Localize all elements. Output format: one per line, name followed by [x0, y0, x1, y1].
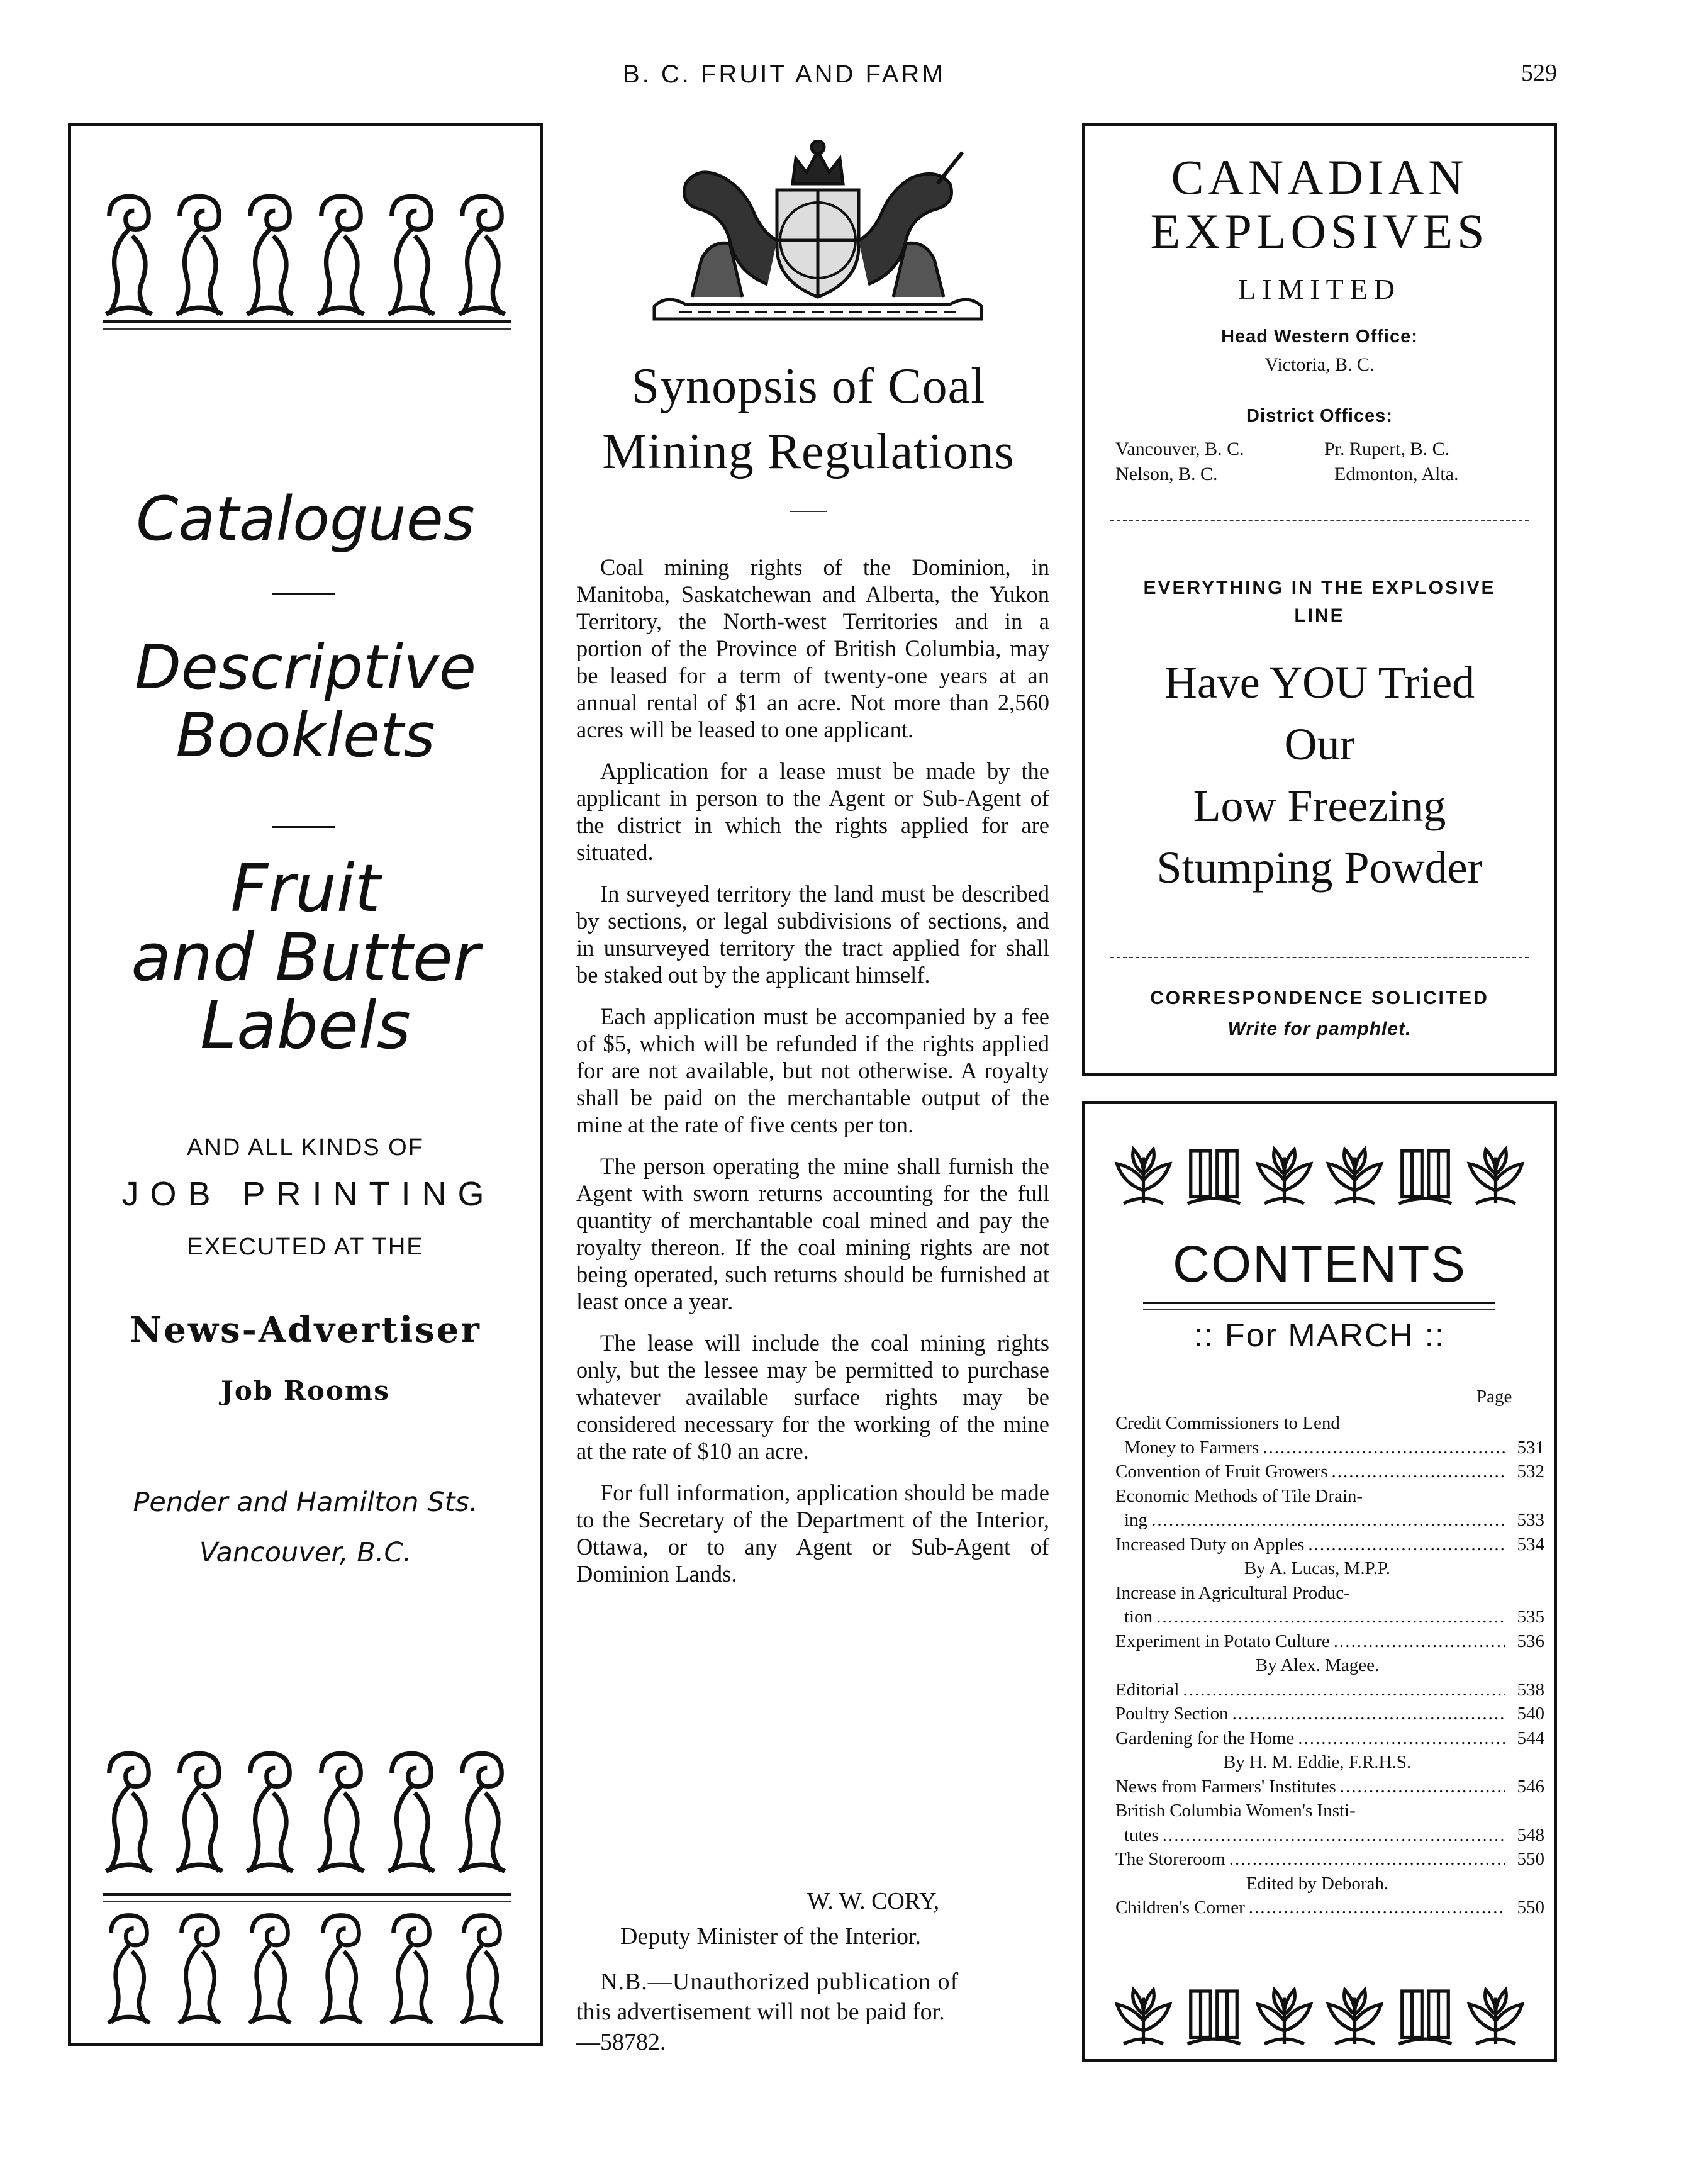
book-ornament-icon	[1181, 1980, 1247, 2055]
contents-entry	[1115, 1896, 1544, 1920]
contents-entry	[1115, 1678, 1544, 1702]
contents-entry-page: 548	[1517, 1824, 1544, 1845]
scroll-ornament-icon	[449, 1737, 515, 1888]
paragraph: Coal mining rights of the Dominion, in Manitoba, Saskatchewan and Alberta, the Yukon Territory, the North-west Territories and in a portion of the Province of British Columbia, may be leased for a term of twenty-one years at an annual rental of $1 an acre. Not more than 2,560 acres will be leased to one applicant.	[576, 554, 1049, 742]
contents-entry-page: 534	[1517, 1534, 1544, 1555]
nb-line-3: —58782.	[576, 2029, 666, 2055]
pamphlet-text: Write for pamphlet.	[1227, 1019, 1412, 1039]
nb-line-1: N.B.—Unauthorized publication of	[600, 1968, 959, 1995]
contents-title: CONTENTS	[1173, 1236, 1466, 1293]
contents-entry-title: tutes	[1124, 1824, 1159, 1845]
contents-entry-title: Gardening for the Home	[1115, 1728, 1295, 1748]
district-office: Nelson, B. C.	[1115, 464, 1218, 484]
contents-entry-title-line: British Columbia Women's Insti-	[1115, 1801, 1356, 1821]
scroll-ornament-icon	[449, 1909, 515, 2029]
scroll-ornament-icon	[379, 1737, 444, 1888]
contents-entry	[1115, 1847, 1544, 1896]
paragraph: Each application must be accompanied by a fee of $5, which will be refunded if the rights applied for are not available, but not otherwise. A royalty shall be paid on the merchantable output of the mine at the rate of five cents per ton.	[576, 1003, 1049, 1137]
scroll-ornament-icon	[167, 1737, 232, 1888]
descriptive-heading-1: Descriptive	[134, 632, 477, 703]
tried-line-1: Have YOU Tried	[1164, 657, 1475, 708]
contents-entry-page: 536	[1517, 1631, 1544, 1651]
contents-box	[1082, 1101, 1557, 2062]
company-name-1: CANADIAN	[1171, 150, 1468, 204]
leader-dots	[1298, 1726, 1505, 1751]
fruit-heading-3: Labels	[200, 987, 411, 1064]
district-office: Pr. Rupert, B. C.	[1324, 438, 1450, 459]
contents-entry	[1115, 1726, 1544, 1775]
synopsis-title-1: Synopsis of Coal	[631, 359, 986, 414]
nb-line-2: this advertisement will not be paid for.	[576, 1999, 945, 2025]
regulations-body	[576, 554, 1049, 1602]
district-office: Edmonton, Alta.	[1334, 464, 1459, 484]
running-head: B. C. FRUIT AND FARM	[623, 60, 946, 88]
paragraph: The person operating the mine shall furnish the Agent with sworn returns accounting for the full quantity of merchantable coal mined and pay the royalty thereon. If the coal mining rights are not being operated, such returns should be furnished at least once a year.	[576, 1153, 1049, 1314]
contents-entry-byline: By Alex. Magee.	[1255, 1655, 1380, 1675]
contents-entry-title: ing	[1124, 1510, 1148, 1530]
contents-entry-title: News from Farmers' Institutes	[1115, 1776, 1336, 1797]
contents-entry-title: Editorial	[1115, 1679, 1180, 1700]
contents-list	[1115, 1411, 1544, 1920]
leaf-ornament-icon	[1110, 1139, 1176, 1215]
ornament-band-contents-bottom	[1110, 1980, 1529, 2055]
contents-entry	[1115, 1460, 1544, 1484]
printing-advertisement	[68, 123, 543, 2046]
job-rooms-name: Job Rooms	[221, 1375, 390, 1406]
paragraph: In surveyed territory the land must be described by sections, or legal subdivisions of sections, and in unsurveyed territory the tract applied for shall be staked out by the applicant himself.	[576, 881, 1049, 988]
contents-entry-page: 550	[1517, 1849, 1544, 1869]
everything-line-2: LINE	[1294, 605, 1345, 626]
contents-entry-title-line: Credit Commissioners to Lend	[1115, 1413, 1340, 1433]
job-printing-text: JOB PRINTING	[121, 1175, 496, 1213]
contents-entry-title-line: Economic Methods of Tile Drain-	[1115, 1485, 1363, 1506]
ornament-band-bottom	[96, 1909, 515, 2035]
scroll-ornament-icon	[308, 1909, 374, 2029]
address-line-1: Pender and Hamilton Sts.	[133, 1487, 478, 1518]
contents-entry-page: 532	[1517, 1461, 1544, 1482]
paragraph: The lease will include the coal mining rights only, but the lessee may be permitted to purchase whatever available surface rights may be considered necessary for the working of the mine at the rate of $10 an acre.	[576, 1330, 1049, 1464]
scroll-ornament-icon	[379, 170, 444, 340]
fruit-heading-2: and Butter	[131, 919, 480, 996]
leaf-ornament-icon	[1322, 1139, 1388, 1215]
scroll-ornament-icon	[167, 1909, 232, 2029]
contents-entry-page: 538	[1517, 1679, 1544, 1700]
contents-entry-byline: By H. M. Eddie, F.R.H.S.	[1223, 1752, 1412, 1772]
contents-entry-page: 531	[1517, 1437, 1544, 1458]
all-kinds-text: AND ALL KINDS OF	[187, 1134, 424, 1161]
contents-entry	[1115, 1581, 1544, 1629]
tried-line-4: Stumping Powder	[1156, 842, 1483, 893]
contents-entry-page: 535	[1517, 1607, 1544, 1627]
descriptive-heading-2: Booklets	[176, 700, 435, 771]
contents-entry	[1115, 1775, 1544, 1799]
contents-entry	[1115, 1533, 1544, 1581]
contents-entry-byline: By A. Lucas, M.P.P.	[1244, 1558, 1391, 1578]
address-line-2: Vancouver, B.C.	[199, 1537, 412, 1568]
leader-dots	[1263, 1436, 1505, 1460]
contents-entry	[1115, 1702, 1544, 1726]
contents-entry	[1115, 1629, 1544, 1678]
correspondence-text: CORRESPONDENCE SOLICITED	[1150, 988, 1489, 1008]
leader-dots	[1156, 1605, 1505, 1629]
leader-dots	[1183, 1678, 1505, 1702]
contents-subtitle: :: For MARCH ::	[1193, 1317, 1446, 1354]
contents-entry-title: tion	[1124, 1607, 1153, 1627]
leader-dots	[1229, 1847, 1505, 1872]
head-office-location: Victoria, B. C.	[1264, 354, 1375, 375]
leaf-ornament-icon	[1251, 1139, 1317, 1215]
company-name-2: EXPLOSIVES	[1150, 204, 1489, 259]
contents-page-label: Page	[1476, 1387, 1512, 1407]
book-ornament-icon	[1392, 1980, 1458, 2055]
contents-entry-title: Poultry Section	[1115, 1704, 1229, 1724]
contents-entry-page: 546	[1517, 1776, 1544, 1797]
ornament-band-contents-top	[1110, 1139, 1529, 1220]
ornament-band-top	[96, 170, 515, 353]
synopsis-title-2: Mining Regulations	[602, 424, 1015, 479]
everything-line-1: EVERYTHING IN THE EXPLOSIVE	[1143, 578, 1496, 598]
contents-entry-title: Increased Duty on Apples	[1115, 1534, 1305, 1555]
contents-entry-title-line: Increase in Agricultural Produc-	[1115, 1582, 1350, 1603]
leader-dots	[1308, 1533, 1505, 1557]
scroll-ornament-icon	[237, 1737, 303, 1888]
catalogues-heading: Catalogues	[136, 484, 475, 554]
district-offices-label: District Offices:	[1246, 406, 1393, 426]
leader-dots	[1334, 1629, 1505, 1654]
contents-entry	[1115, 1799, 1544, 1847]
leader-dots	[1340, 1775, 1505, 1799]
contents-entry-page: 550	[1517, 1897, 1544, 1918]
leaf-ornament-icon	[1110, 1980, 1176, 2055]
signature-name: W. W. CORY,	[807, 1888, 940, 1914]
leaf-ornament-icon	[1322, 1980, 1388, 2055]
leader-dots	[1249, 1896, 1505, 1920]
book-ornament-icon	[1392, 1139, 1458, 1215]
tried-line-3: Low Freezing	[1193, 781, 1446, 831]
scroll-ornament-icon	[96, 170, 162, 340]
executed-text: EXECUTED AT THE	[187, 1234, 424, 1260]
head-office-label: Head Western Office:	[1221, 327, 1418, 347]
scroll-ornament-icon	[379, 1909, 444, 2029]
contents-entry-title: Children's Corner	[1115, 1897, 1245, 1918]
contents-entry	[1115, 1484, 1544, 1533]
contents-entry-title: Experiment in Potato Culture	[1115, 1631, 1330, 1651]
contents-entry-title: The Storeroom	[1115, 1849, 1225, 1869]
scroll-ornament-icon	[237, 1909, 303, 2029]
scroll-ornament-icon	[96, 1909, 162, 2029]
contents-entry-page: 544	[1517, 1728, 1544, 1748]
contents-entry	[1115, 1411, 1544, 1460]
leader-dots	[1332, 1460, 1506, 1484]
leader-dots	[1151, 1508, 1505, 1533]
company-name-3: LIMITED	[1237, 273, 1402, 305]
leader-dots	[1163, 1823, 1505, 1848]
contents-entry-title: Money to Farmers	[1124, 1437, 1259, 1458]
leaf-ornament-icon	[1463, 1139, 1529, 1215]
paragraph: For full information, application should be made to the Secretary of the Department of the Interior, Ottawa, or to any Agent or Sub-Agent of Dominion Lands.	[576, 1480, 1049, 1587]
coat-of-arms	[642, 140, 994, 322]
contents-entry-page: 540	[1517, 1704, 1544, 1724]
contents-entry-page: 533	[1517, 1510, 1544, 1530]
contents-entry-byline: Edited by Deborah.	[1246, 1873, 1389, 1894]
ornament-band-middle	[96, 1737, 515, 1888]
news-advertiser-name: News-Advertiser	[130, 1309, 481, 1351]
contents-entry-title: Convention of Fruit Growers	[1115, 1461, 1328, 1482]
signature-title: Deputy Minister of the Interior.	[620, 1923, 922, 1950]
page-number: 529	[1521, 60, 1557, 86]
scroll-ornament-icon	[96, 1737, 162, 1888]
fruit-heading-1: Fruit	[230, 850, 381, 927]
district-office: Vancouver, B. C.	[1115, 438, 1244, 459]
leader-dots	[1232, 1702, 1505, 1726]
leaf-ornament-icon	[1463, 1980, 1529, 2055]
leaf-ornament-icon	[1251, 1980, 1317, 2055]
book-ornament-icon	[1181, 1139, 1247, 1215]
canadian-explosives-advertisement	[1082, 123, 1557, 1076]
scroll-ornament-icon	[308, 170, 374, 340]
tried-line-2: Our	[1284, 719, 1355, 769]
scroll-ornament-icon	[237, 170, 303, 340]
scroll-ornament-icon	[167, 170, 232, 340]
scroll-ornament-icon	[308, 1737, 374, 1888]
paragraph: Application for a lease must be made by the applicant in person to the Agent or Sub-Agent of the district in which the rights applied for are situated.	[576, 758, 1049, 865]
scroll-ornament-icon	[449, 170, 515, 340]
